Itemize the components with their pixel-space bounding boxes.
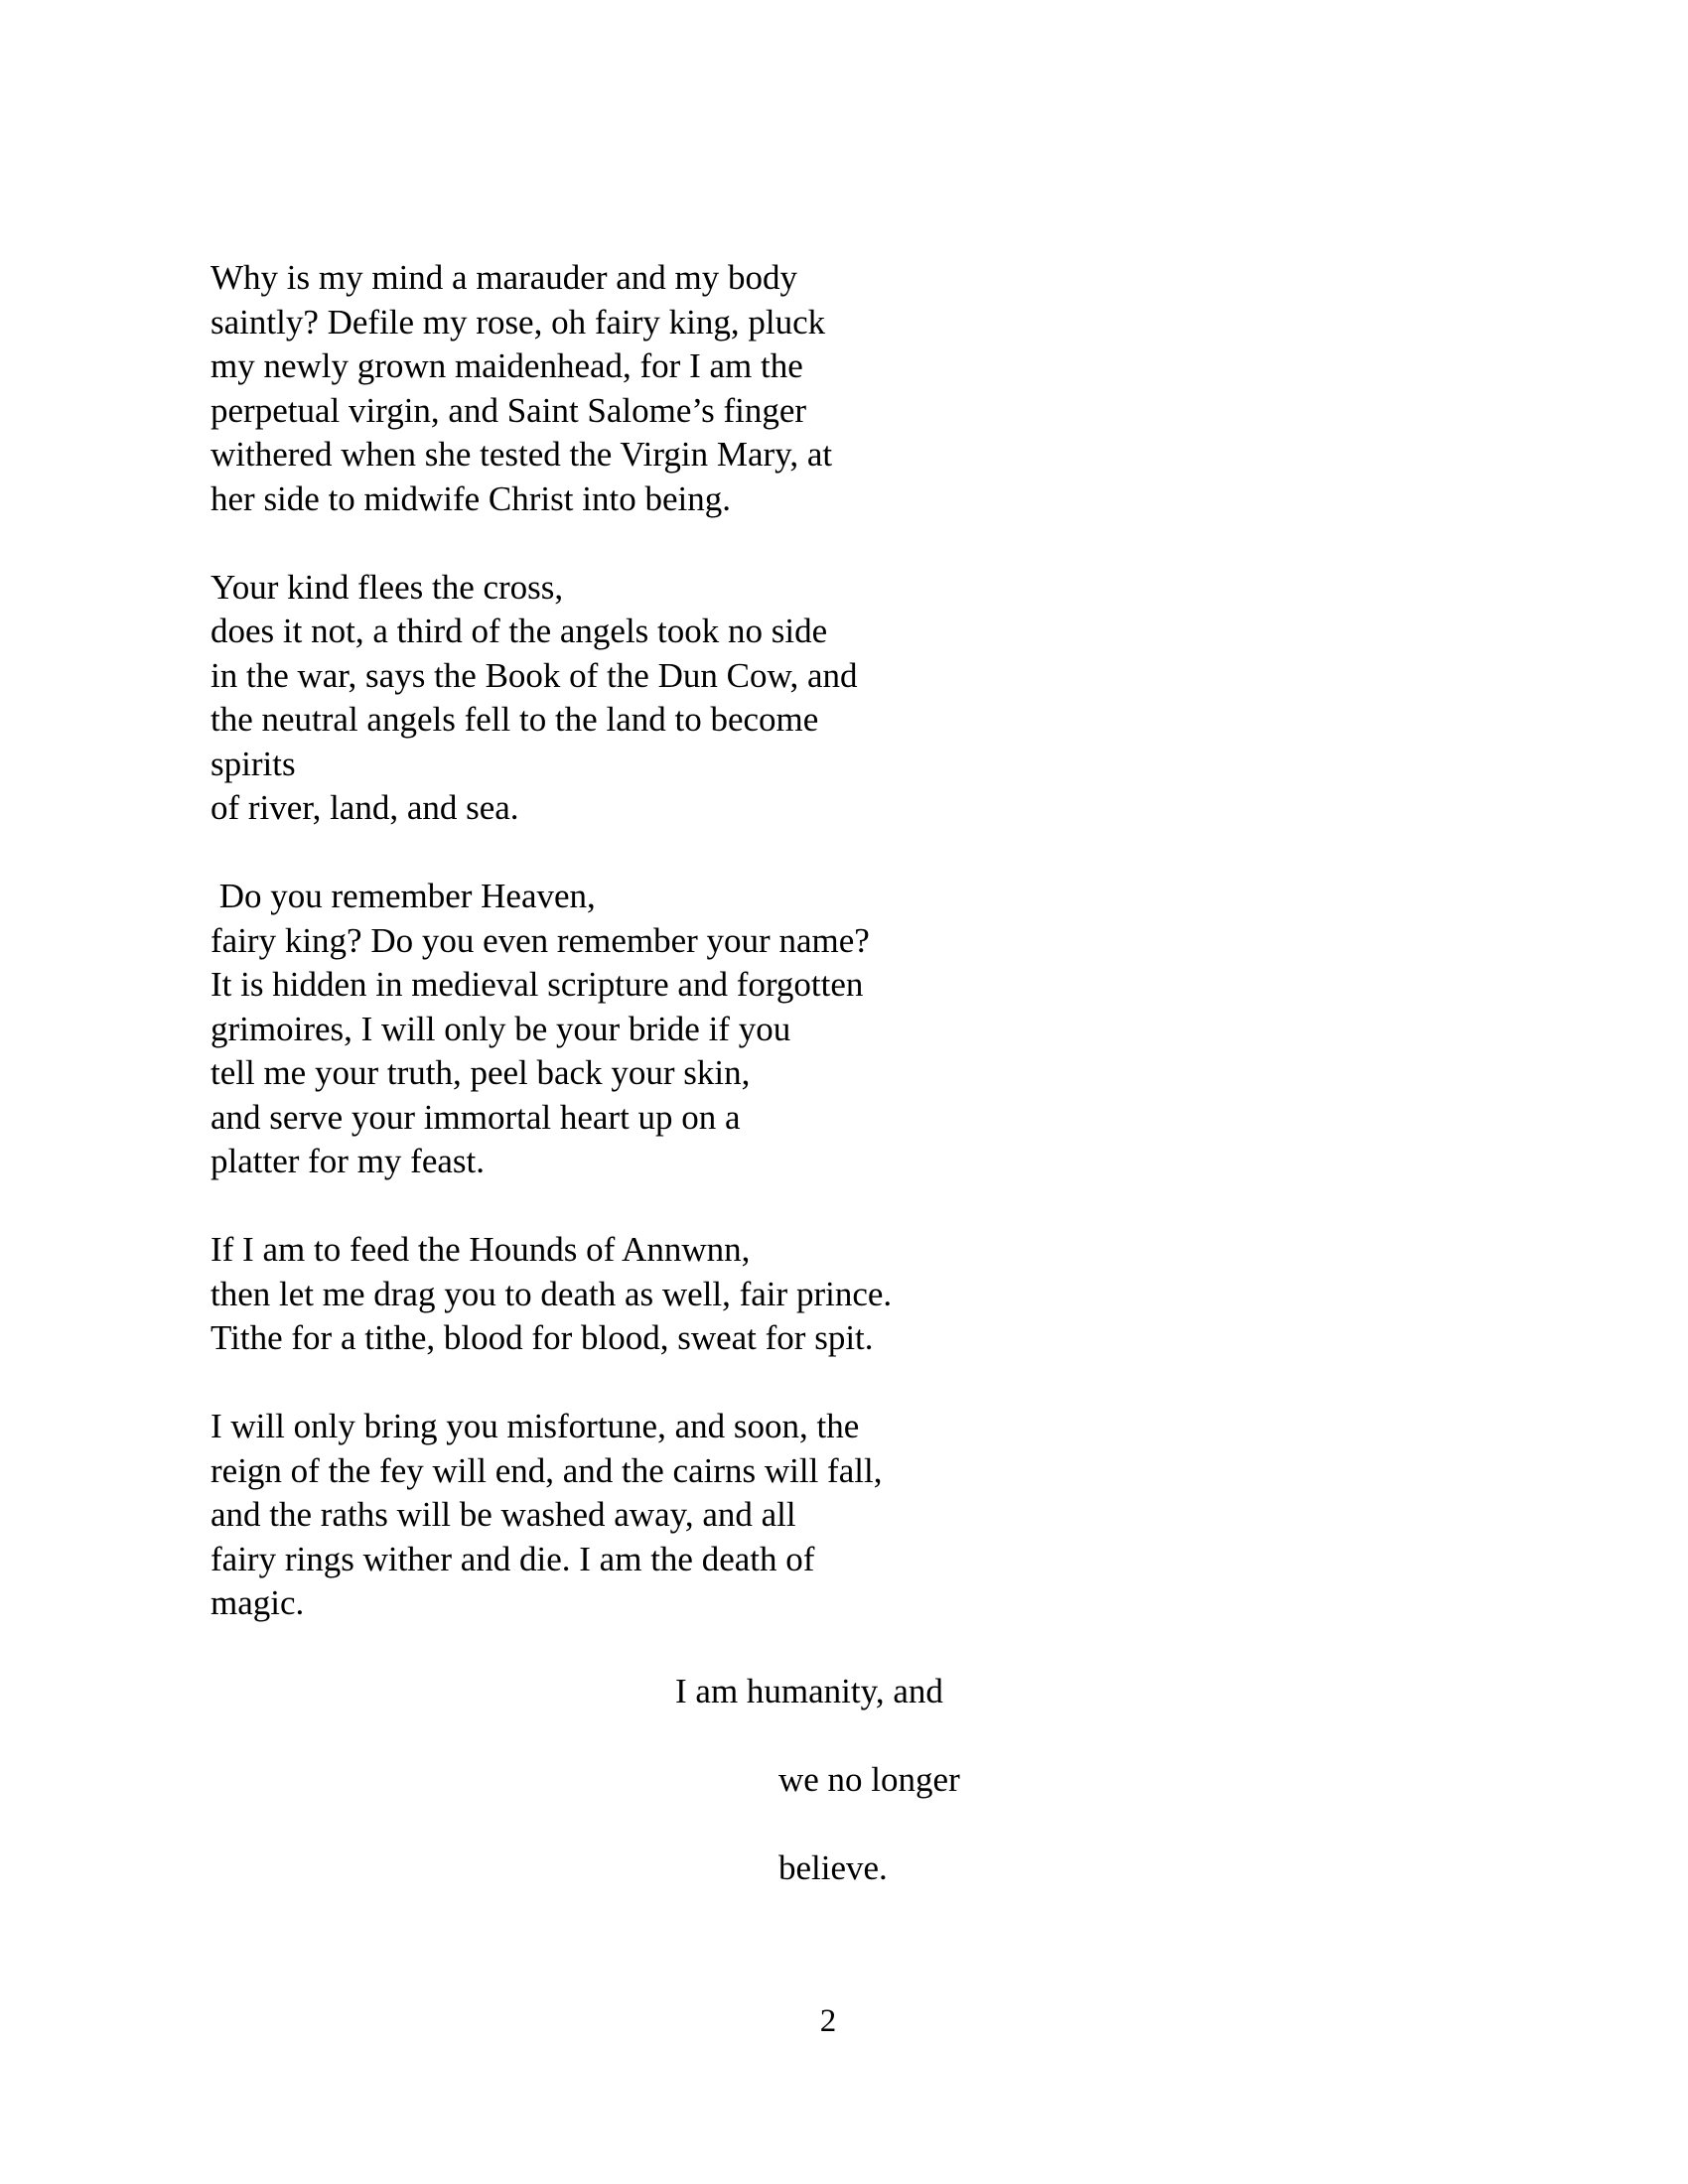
ending-line-1: I am humanity, and — [675, 1672, 943, 1710]
poem-line: reign of the fey will end, and the cairns will fall, — [211, 1450, 883, 1490]
poem-line: withered when she tested the Virgin Mary, at — [211, 435, 833, 474]
stanza-3 — [211, 875, 1303, 1184]
poem-line: Why is my mind a marauder and my body — [211, 258, 797, 297]
ending-line-3: believe. — [778, 1848, 888, 1887]
stanza-break — [211, 521, 1303, 566]
stanza-4 — [211, 1228, 1303, 1361]
poem-line: does it not, a third of the angels took no side — [211, 612, 828, 650]
poem-line: and serve your immortal heart up on a — [211, 1097, 741, 1137]
poem-line: in the war, says the Book of the Dun Cow, and — [211, 655, 858, 695]
poem-line: and the raths will be washed away, and all — [211, 1495, 796, 1534]
poem-line: Tithe for a tithe, blood for blood, sweat for spit. — [211, 1318, 874, 1357]
poem-line: Your kind flees the cross, — [211, 567, 564, 607]
poem-line: grimoires, I will only be your bride if you — [211, 1009, 791, 1048]
poem-line: platter for my feast. — [211, 1142, 486, 1180]
poem-line: fairy rings wither and die. I am the death of — [211, 1539, 815, 1578]
stanza-break — [211, 831, 1303, 876]
stanza-5 — [211, 1405, 1303, 1626]
poem-line: spirits — [211, 744, 296, 783]
stanza-break — [211, 1184, 1303, 1229]
poem-line: fairy king? Do you even remember your name? — [211, 920, 870, 960]
poem-line: her side to midwife Christ into being. — [211, 478, 731, 518]
poem-line: the neutral angels fell to the land to become — [211, 700, 819, 739]
poem-line: of river, land, and sea. — [211, 788, 519, 827]
page-number: 2 — [819, 2003, 837, 2039]
ending-line-2: we no longer — [778, 1760, 960, 1799]
poem-line: It is hidden in medieval scripture and forgotten — [211, 965, 864, 1004]
poem-line: then let me drag you to death as well, fair prince. — [211, 1274, 893, 1313]
stanza-1 — [211, 256, 1303, 521]
stanza-2 — [211, 566, 1303, 831]
poem-line: Do you remember Heaven, — [211, 877, 596, 915]
poem-line: my newly grown maidenhead, for I am the — [211, 346, 803, 385]
poem-line: If I am to feed the Hounds of Annwnn, — [211, 1230, 751, 1269]
poem-line: I will only bring you misfortune, and soon, the — [211, 1407, 860, 1445]
poem-line: magic. — [211, 1583, 305, 1622]
poem-body — [211, 256, 1303, 1626]
stanza-break — [211, 1361, 1303, 1406]
poem-line: perpetual virgin, and Saint Salome’s finger — [211, 390, 807, 430]
poem-line: tell me your truth, peel back your skin, — [211, 1053, 751, 1092]
poem-line: saintly? Defile my rose, oh fairy king, pluck — [211, 302, 826, 341]
